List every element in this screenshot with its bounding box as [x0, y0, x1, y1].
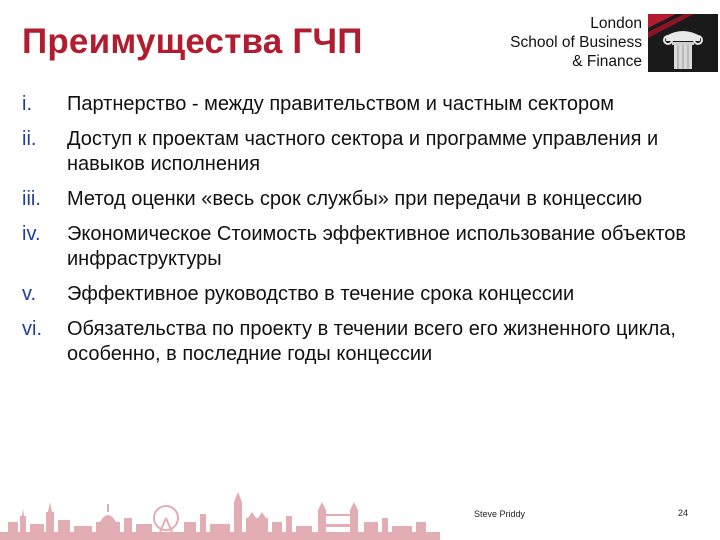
logo-line-finance: & Finance: [572, 53, 642, 70]
list-item-text: Метод оценки «весь срок службы» при передачи в концессию: [67, 188, 643, 210]
list-item-text: Эффективное руководство в течение срока концессии: [67, 283, 575, 305]
list-item-text: Обязательства по проекту в течении всего его жизненного цикла, особенно, в последние годы концессии: [67, 318, 676, 365]
list-item-text: Партнерство - между правительством и частным сектором: [67, 93, 615, 115]
logo-line-london: London: [590, 15, 642, 32]
list-item-number: vi.: [22, 318, 42, 340]
logo-text: [510, 14, 642, 71]
list-item-number: iii.: [22, 188, 41, 210]
lsbf-column-logo-icon: [648, 14, 718, 74]
list-item-number: ii.: [22, 128, 37, 150]
list-item: [22, 282, 702, 307]
list-item: [22, 187, 702, 212]
list-item: [22, 92, 702, 117]
advantages-list: [22, 92, 702, 377]
page-number: 24: [678, 508, 689, 518]
footer-author: Steve Priddy: [474, 509, 526, 519]
list-item-number: v.: [22, 283, 37, 305]
list-item: [22, 317, 702, 367]
list-item-text: Доступ к проектам частного сектора и программе управления и навыков исполнения: [67, 128, 659, 175]
list-item-number: i.: [22, 93, 32, 115]
list-item: [22, 222, 702, 272]
slide-title: Преимущества ГЧП: [22, 22, 363, 61]
lsbf-logo: [508, 14, 720, 76]
list-item-number: iv.: [22, 223, 41, 245]
logo-line-school: School of Business: [510, 34, 642, 51]
list-item-text: Экономическое Стоимость эффективное использование объектов инфраструктуры: [67, 223, 687, 270]
london-skyline-icon: [0, 488, 440, 540]
list-item: [22, 127, 702, 177]
